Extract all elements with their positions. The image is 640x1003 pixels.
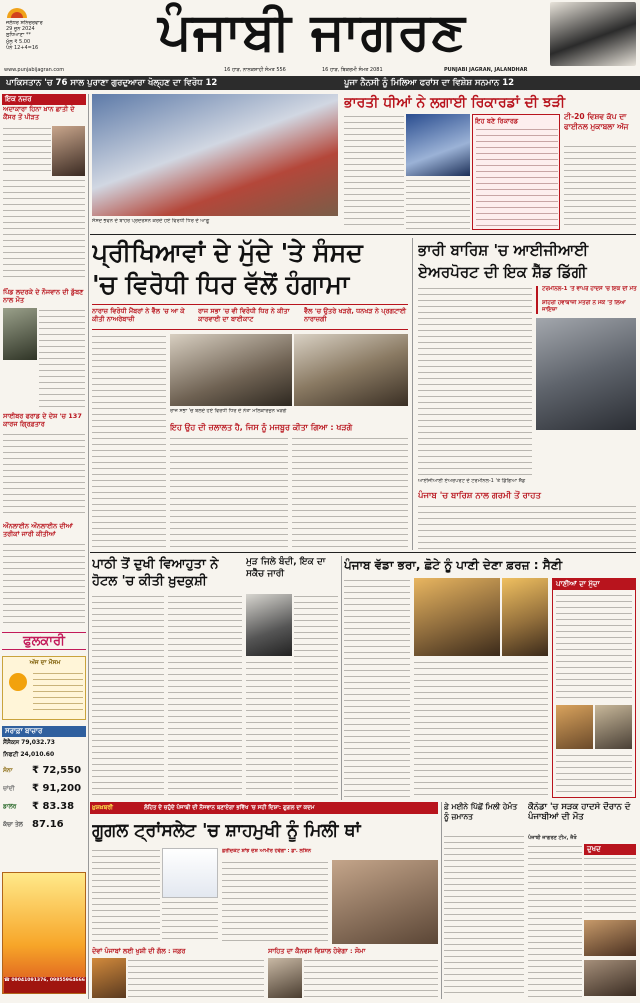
lead-body-right — [292, 436, 408, 548]
weather-box — [2, 656, 86, 720]
canada-victim-photo-1 — [584, 920, 636, 956]
ad-phone: ☎ 09041091376, 09855964666 — [4, 977, 86, 993]
left-body-1a — [3, 126, 51, 176]
lead-sub-headline[interactable]: ਇਹ ਉਹ ਦੀ ਜ਼ਲਾਲਤ ਹੈ, ਜਿਸ ਨੂੰ ਮਜਬੂਰ ਕੀਤਾ ਗਿਆ : ਖੜਗੇ — [170, 423, 353, 432]
market-title: ਸਰਾਫ਼ਾ ਬਾਜ਼ਾਰ — [2, 726, 86, 737]
cricket-caption — [406, 178, 470, 230]
market-dollar-label: ਡਾਲਰ — [3, 803, 17, 810]
canada-side — [584, 844, 636, 998]
meta-day: ਜਲੰਧਰ ਸ਼ਨਿਚਰਵਾਰ — [6, 20, 43, 26]
market-silver-label: ਚਾਂਦੀ — [3, 785, 15, 792]
top-photo-caption: ਸੰਸਦ ਭਵਨ ਦੇ ਬਾਹਰ ਪ੍ਰਦਰਸ਼ਨ ਕਰਦੇ ਹੋਏ ਵਿਰੋਧੀ ਧਿਰ ਦੇ ਆਗੂ — [92, 218, 210, 224]
canada-headline[interactable]: ਕੈਨੇਡਾ 'ਚ ਸੜਕ ਹਾਦਸੇ ਦੌਰਾਨ ਦੋ ਪੰਜਾਬੀਆਂ ਦੀ ਮੌਤ — [528, 802, 631, 822]
lead-photo-dhankhar — [294, 334, 408, 406]
masthead — [0, 0, 640, 64]
col-divider-mid — [412, 238, 413, 550]
google-body-2 — [222, 860, 328, 944]
water-issue-body-2 — [556, 753, 632, 795]
weather-title: ਅੱਜ ਦਾ ਮੌਸਮ — [29, 659, 61, 666]
newspaper-title: ਪੰਜਾਬੀ ਜਾਗਰਣ — [158, 2, 466, 62]
col-divider-left — [88, 94, 89, 999]
records-box-body — [476, 127, 558, 227]
water-issue-title: ਪਾਣੀਆਂ ਦਾ ਮੁੱਦਾ — [553, 579, 635, 590]
website-link[interactable]: www.punjabijagran.com — [4, 67, 65, 73]
cricket-photo — [406, 114, 470, 176]
masthead-portrait — [550, 2, 636, 66]
saini-photo-2 — [502, 578, 548, 656]
left-headline-1[interactable]: ਅਦਾਕਾਰਾ ਹਿਨਾ ਖ਼ਾਨ ਛਾਤੀ ਦੇ ਕੈਂਸਰ ਤੋਂ ਪੀੜਤ — [3, 105, 75, 121]
sketch-story-body — [294, 594, 338, 798]
phulkari-brand[interactable]: ਫੁਲਕਾਰੀ — [2, 632, 86, 650]
water-issue-box — [552, 578, 636, 798]
left-body-4 — [3, 542, 85, 626]
google-banner-tag: ਖ਼ੁਸ਼ਖ਼ਬਰੀ — [92, 804, 113, 811]
sketch-story-body-2 — [246, 660, 292, 798]
punjab-rain-body — [418, 504, 636, 550]
google-translate-screenshot — [162, 848, 218, 898]
left-headline-4[interactable]: ਔਨਲਾਈਨ ਔਨਲਾਈਨ ਦੀਆਂ ਤਰੀਕਾਂ ਜਾਰੀ ਕੀਤੀਆਂ — [3, 522, 73, 538]
sketch-story-headline[interactable]: ਮੁੜ ਜਿਲੇ ਬੰਦੀ, ਇਕ ਦਾ ਸਕੈੱਚ ਜਾਰੀ — [246, 557, 326, 579]
left-headline-2[interactable]: ਪਿੰਡ ਲਦਰਕੇ ਦੇ ਨੌਜਵਾਨ ਦੀ ਡੁੱਬਣ ਨਾਲ ਮੌਤ — [3, 288, 84, 304]
market-oil-value: 87.16 — [32, 819, 64, 830]
left-body-3 — [3, 432, 85, 518]
hemant-headline[interactable]: ਫ਼ੇ ਮਈਨੇ ਪਿੱਛੋਂ ਮਿਲੀ ਹੇਮੰਤ ਨੂੰ ਜ਼ਮਾਨਤ — [444, 802, 518, 821]
market-sensex: ਸੈਂਸੈਕਸ 79,032.73 — [3, 739, 55, 746]
weather-details — [33, 671, 83, 715]
canada-victim-photo-2 — [584, 960, 636, 996]
bikrami-date: 16 ਹਾੜ, ਬਿਕਰਮੀ ਸੰਮਤ 2081 — [322, 67, 383, 73]
meta-date: 29 ਜੂਨ 2024 — [6, 26, 35, 33]
hotel-story-body-2 — [168, 594, 242, 798]
hotel-story-body — [92, 594, 164, 798]
saini-photo-1 — [414, 578, 500, 656]
lead-kicker-row — [92, 304, 408, 330]
left-headline-3[interactable]: ਸਾਈਬਰ ਫਰਾਡ ਦੇ ਦੇਸ਼ 'ਚ 137 ਕਾਰਜ ਗ੍ਰਿਫ਼ਤਾਰ — [3, 412, 82, 428]
airport-body — [418, 286, 532, 476]
top-strip-right[interactable]: ਪੂਜਾ ਨੈਨਸੀ ਨੂੰ ਮਿਲਿਆ ਫਰਾਂਸ ਦਾ ਵਿਸ਼ੇਸ਼ ਸਨਮਾਨ 12 — [344, 78, 515, 88]
top-records-body — [344, 114, 404, 230]
divider-mid — [90, 552, 636, 553]
edition-meta — [6, 20, 76, 62]
sketch-photo — [246, 594, 292, 656]
left-column — [2, 94, 86, 999]
airport-photo — [536, 318, 636, 430]
water-issue-body — [556, 593, 632, 701]
saini-body-2 — [414, 660, 548, 798]
t20-final-body — [564, 144, 636, 230]
canada-tag: ਦੁਖਦ — [584, 844, 636, 855]
left-section-title: ਇਕ ਨਜ਼ਰ — [2, 94, 86, 105]
logo-sun-icon — [6, 4, 28, 18]
airport-photo-caption: ਆਈਜੀਆਈ ਏਅਰਪੋਰਟ ਦੇ ਟਰਮੀਨਲ-1 'ਤੇ ਡਿੱਗਿਆ ਸ਼ੈੱਡ — [418, 478, 526, 484]
jafar-body — [128, 958, 264, 998]
punjab-rain-headline[interactable]: ਪੰਜਾਬ 'ਚ ਬਾਰਿਸ਼ ਨਾਲ ਗਰਮੀ ਤੋਂ ਰਾਹਤ — [418, 491, 541, 501]
jafar-sub-headline[interactable]: ਦੋਵਾਂ ਪੰਜਾਬਾਂ ਲਈ ਖੁਸ਼ੀ ਦੀ ਗੱਲ : ਜਫ਼ਰ — [92, 947, 186, 955]
market-silver-value: ₹ 91,200 — [32, 783, 82, 794]
lead-photo-caption: ਰਾਜ ਸਭਾ 'ਚ ਬੋਲਦੇ ਹੋਏ ਵਿਰੋਧੀ ਧਿਰ ਦੇ ਨੇਤਾ ਮਲਿਕਾਰਜੁਨ ਖੜਗੇ — [170, 408, 287, 414]
left-body-1b — [3, 178, 85, 282]
top-strip-left[interactable]: ਪਾਕਿਸਤਾਨ 'ਚ 76 ਸਾਲ ਪੁਰਾਣਾ ਗੁਰਦੁਆਰਾ ਖੋਲ੍ਹਣ ਦਾ ਵਿਰੋਧ 12 — [6, 78, 218, 88]
divider-top — [90, 234, 636, 235]
lead-headline-line-1[interactable]: ਪ੍ਰੀਖਿਆਵਾਂ ਦੇ ਮੁੱਦੇ 'ਤੇ ਸੰਸਦ — [92, 238, 363, 267]
lead-body-left — [92, 334, 166, 548]
airport-bullet-2: ਸ਼ਹਿਰੀ ਹਵਾਬਾਜ਼ੀ ਮੰਤਰੀ ਨੇ ਮੌਕੇ 'ਤੇ ਲਿਆ ਜਾਇਜ਼ਾ — [542, 300, 626, 313]
nanakshahi-date: 16 ਹਾੜ, ਨਾਨਕਸ਼ਾਹੀ ਸੰਮਤ 556 — [224, 67, 286, 73]
google-banner-text: ਲੋਹਿਤ ਦੇ ਚਹੁੰਦੇ ਪੰਜਾਬੀ ਦੀ ਨੌਜਵਾਨ ਬਣਾਏਗਾ ਭਵਿੱਖ 'ਚ ਸਹੀ ਦਿਸ਼ਾ: ਗੂਗਲ ਦਾ ਕਦਮ — [144, 805, 315, 811]
top-photo-protest — [92, 94, 338, 216]
google-center-sub: ਫ਼ਰੀਦਕੋਟ ਸ਼ਾਂਝ ਦੋਸ਼ ਆਮੀਰ ਹੋਵੇਗਾ : ਡਾ. ਲਸ਼ਿਨ — [222, 848, 311, 854]
top-headline-records[interactable]: ਭਾਰਤੀ ਧੀਆਂ ਨੇ ਲਗਾਈ ਰਿਕਾਰਡਾਂ ਦੀ ਝੜੀ — [344, 95, 566, 111]
soma-sub-headline[interactable]: ਸਾਹਿਤ ਦਾ ਕੈਨਵਸ ਵਿਸ਼ਾਲ ਹੋਵੇਗਾ : ਸੋਮਾ — [268, 947, 366, 955]
airport-bullet-1: ਟਰਮੀਨਲ-1 'ਤੇ ਵਾਪਰੇ ਹਾਦਸੇ 'ਚ ਇਕ ਦੀ ਮੌਤ — [542, 286, 637, 292]
col-divider-mid-2 — [341, 556, 342, 800]
top-strip — [0, 76, 640, 90]
records-box-title: ਇਹ ਬਣੇ ਰਿਕਾਰਡ — [475, 117, 519, 125]
col-divider-bottom — [441, 802, 442, 999]
meta-price: ਮੁੱਲ ₹ 5.00 — [6, 38, 31, 45]
saini-headline[interactable]: ਪੰਜਾਬ ਵੱਡਾ ਭਰਾ, ਛੋਟੇ ਨੂੰ ਪਾਣੀ ਦੇਣਾ ਫ਼ਰਜ਼ : ਸੈਣੀ — [344, 558, 563, 572]
canada-side-body — [584, 856, 636, 916]
left-body-2 — [39, 308, 85, 408]
canada-body — [528, 844, 582, 998]
water-issue-photo-1 — [556, 705, 593, 749]
canada-byline: ਪੰਜਾਬੀ ਜਾਗਰਣ ਟੀਮ, ਜੈਤੋ — [528, 835, 577, 841]
google-photo-man — [332, 860, 438, 944]
lead-body-mid — [170, 436, 288, 548]
google-body-3 — [162, 900, 218, 944]
lead-kicker-2: ਰਾਜ ਸਭਾ 'ਚ ਵੀ ਵਿਰੋਧੀ ਧਿਰ ਨੇ ਕੀਤਾ ਕਾਰਵਾਈ ਦਾ ਬਾਈਕਾਟ — [198, 307, 290, 323]
google-headline[interactable]: ਗੂਗਲ ਟ੍ਰਾਂਸਲੇਟ 'ਚ ਸ਼ਾਹਮੁਖੀ ਨੂੰ ਮਿਲੀ ਥਾਂ — [92, 821, 361, 841]
lead-photo-kharge — [170, 334, 292, 406]
left-photo-2 — [3, 308, 37, 360]
market-oil-label: ਕੱਚਾ ਤੇਲ — [3, 821, 23, 828]
lead-headline-line-2[interactable]: 'ਚ ਵਿਰੋਧੀ ਧਿਰ ਵੱਲੋਂ ਹੰਗਾਮਾ — [92, 270, 350, 299]
meta-city: ਲੁਧਿਆਣਾ ** — [6, 32, 31, 39]
water-issue-photo-2 — [595, 705, 632, 749]
weather-sun-icon — [9, 673, 27, 691]
jafar-photo — [92, 958, 126, 998]
airport-headline-2[interactable]: ਏਅਰਪੋਰਟ ਦੀ ਇਕ ਸ਼ੈੱਡ ਡਿੱਗੀ — [418, 263, 587, 281]
airport-bullets — [536, 286, 636, 314]
market-gold-value: ₹ 72,550 — [32, 765, 82, 776]
market-dollar-value: ₹ 83.38 — [32, 801, 75, 812]
hotel-story-headline[interactable]: ਪਾਠੀ ਤੋਂ ਦੁਖੀ ਵਿਆਹੁਤਾ ਨੇ ਹੋਟਲ 'ਚ ਕੀਤੀ ਖ਼ੁਦਕੁਸ਼ੀ — [92, 557, 219, 589]
hemant-body — [444, 834, 524, 998]
soma-body — [304, 958, 438, 998]
left-photo-1 — [52, 126, 85, 176]
lead-kicker-1: ਨਾਰਾਜ਼ ਵਿਰੋਧੀ ਮੈਂਬਰਾਂ ਨੇ ਵੈੱਲ 'ਚ ਆ ਕੇ ਕੀਤੀ ਨਾਅਰੇਬਾਜ਼ੀ — [92, 307, 185, 323]
saini-body-1 — [344, 578, 410, 798]
market-nifty: ਨਿਫਟੀ 24,010.60 — [3, 751, 55, 758]
google-banner — [90, 802, 438, 814]
meta-pages: ਪੰਨੇ 12+4=16 — [6, 44, 39, 51]
t20-final-headline[interactable]: ਟੀ-20 ਵਿਸ਼ਵ ਕੱਪ ਦਾ ਫਾਈਨਲ ਮੁਕਾਬਲਾ ਅੱਜ — [564, 112, 629, 131]
dateline-bar — [4, 66, 636, 74]
airport-headline-1[interactable]: ਭਾਰੀ ਬਾਰਿਸ਼ 'ਚ ਆਈਜੀਆਈ — [418, 241, 589, 259]
market-gold-label: ਸੋਨਾ — [3, 767, 13, 774]
soma-photo — [268, 958, 302, 998]
lead-kicker-3: ਵੈੱਲ 'ਚ ਉਤਰੇ ਖੜਗੇ, ਧਨਖੜ ਨੇ ਪ੍ਰਗਟਾਈ ਨਾਰਾਜ਼ਗੀ — [304, 307, 407, 323]
records-box — [472, 114, 560, 230]
market-list — [2, 738, 86, 868]
publisher-name: PUNJABI JAGRAN, JALANDHAR — [444, 67, 528, 73]
google-body-1 — [92, 848, 160, 944]
left-ad-box[interactable] — [2, 872, 86, 994]
